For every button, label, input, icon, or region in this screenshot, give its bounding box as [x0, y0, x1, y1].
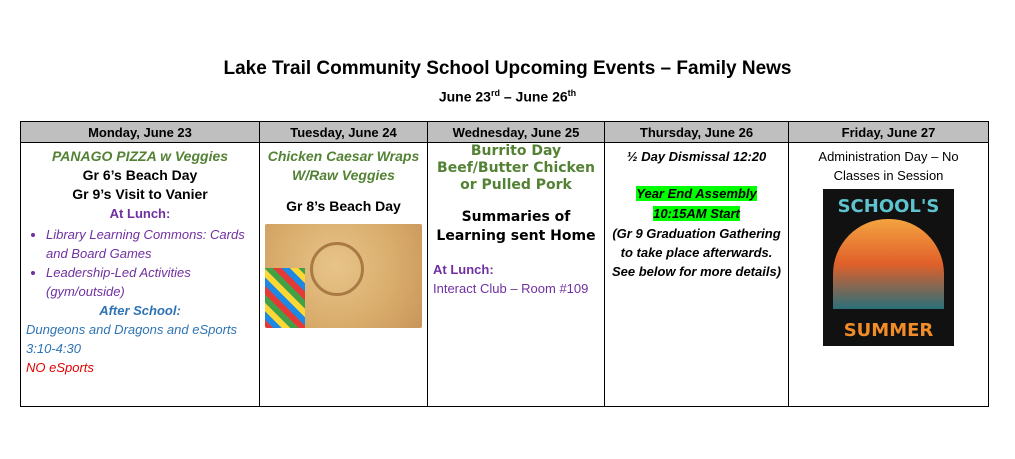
monday-event-1: Gr 6’s Beach Day [82, 167, 198, 183]
wednesday-event-1: Summaries of Learning sent Home [436, 209, 596, 244]
sunset-icon [833, 219, 944, 309]
monday-after-school-label: After School: [99, 303, 181, 318]
table-header-row [21, 122, 989, 143]
page-title: Lake Trail Community School Upcoming Events – Family News [223, 58, 792, 79]
list-item: • Leadership-Led Activities (gym/outside) [46, 263, 254, 301]
thursday-assembly: Year End Assembly 10:15AM Start [636, 186, 757, 221]
wednesday-cell [428, 143, 605, 407]
beach-towel-icon [265, 268, 305, 328]
header-monday: Monday, June 23 [21, 122, 260, 143]
wednesday-lunch-item: Interact Club – Room #109 [433, 281, 589, 296]
header-wednesday: Wednesday, June 25 [428, 122, 605, 143]
header-tuesday: Tuesday, June 24 [260, 122, 428, 143]
monday-cell [21, 143, 260, 407]
sun-in-sand-beach-image [265, 224, 422, 328]
wednesday-lunch-menu: Burrito Day Beef/Butter Chicken or Pulled Pork [437, 143, 595, 193]
header-thursday: Thursday, June 26 [605, 122, 789, 143]
schools-out-poster-image: SCHOOL'S SUMMER [823, 189, 954, 346]
monday-lunch-list [26, 225, 254, 301]
friday-note: Administration Day – No Classes in Session [818, 149, 959, 183]
tuesday-cell [260, 143, 428, 407]
sun-drawing-icon [310, 242, 364, 296]
monday-event-2: Gr 9’s Visit to Vanier [72, 186, 208, 202]
tuesday-lunch-menu: Chicken Caesar Wraps W/Raw Veggies [267, 148, 420, 183]
events-table [20, 121, 989, 407]
header-friday: Friday, June 27 [789, 122, 989, 143]
friday-cell [789, 143, 989, 407]
monday-lunch-menu: PANAGO PIZZA w Veggies [51, 148, 229, 164]
monday-after-school-item: Dungeons and Dragons and eSports 3:10-4:30 [26, 322, 238, 356]
monday-note: NO eSports [26, 360, 94, 375]
thursday-dismissal: ½ Day Dismissal 12:20 [626, 149, 767, 164]
wednesday-at-lunch-label: At Lunch: [433, 262, 494, 277]
table-row [21, 143, 989, 407]
thursday-graduation: (Gr 9 Graduation Gathering to take place afterwards. See below for more details) [611, 226, 782, 279]
thursday-cell [605, 143, 789, 407]
tuesday-event-1: Gr 8’s Beach Day [286, 198, 401, 214]
monday-at-lunch-label: At Lunch: [109, 206, 171, 221]
list-item: • Library Learning Commons: Cards and Board Games [46, 225, 254, 263]
date-range: June 23rd – June 26th [438, 88, 577, 105]
